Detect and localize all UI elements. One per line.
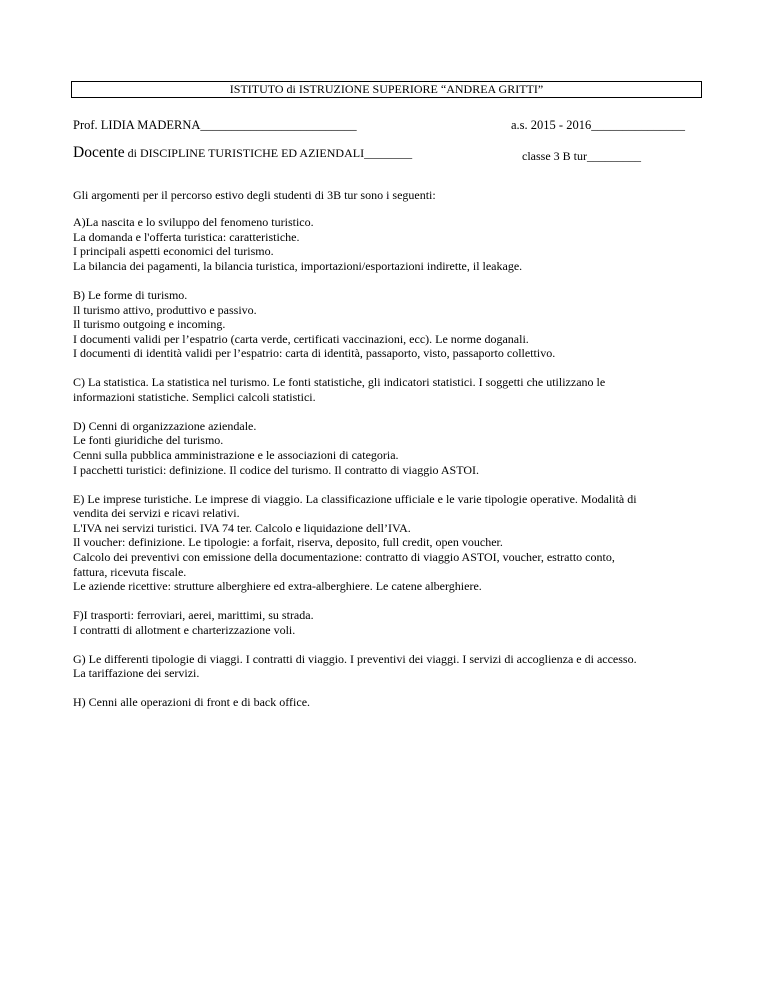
school-title: ISTITUTO di ISTRUZIONE SUPERIORE “ANDREA GRITTI” bbox=[229, 82, 544, 96]
topic-line: Il turismo attivo, produttivo e passivo. bbox=[73, 302, 257, 317]
topic-line: Il turismo outgoing e incoming. bbox=[73, 317, 226, 332]
topic-line: informazioni statistiche. Semplici calcoli statistici. bbox=[73, 389, 316, 404]
topic-line: L'IVA nei servizi turistici. IVA 74 ter. Calcolo e liquidazione dell’IVA. bbox=[73, 520, 411, 535]
topic-line: I principali aspetti economici del turismo. bbox=[73, 244, 274, 259]
topic-line: La domanda e l'offerta turistica: caratteristiche. bbox=[73, 229, 300, 244]
docente-word: Docente bbox=[73, 144, 125, 161]
subject-name: di DISCIPLINE TURISTICHE ED AZIENDALI________ bbox=[124, 146, 413, 160]
topic-line: fattura, ricevuta fiscale. bbox=[73, 564, 187, 579]
topic-line: G) Le differenti tipologie di viaggi. I contratti di viaggio. I preventivi dei viaggi. I servizi di accoglienza e di accesso. bbox=[73, 651, 637, 666]
topic-line: Il voucher: definizione. Le tipologie: a forfait, riserva, deposito, full credit, open voucher. bbox=[73, 535, 503, 550]
topic-section-b bbox=[73, 288, 693, 361]
school-title-box bbox=[71, 81, 702, 98]
topic-line: La tariffazione dei servizi. bbox=[73, 666, 200, 681]
topic-section-a bbox=[73, 215, 693, 273]
docente-line bbox=[73, 145, 412, 161]
professor-line: Prof. LIDIA MADERNA_________________________ bbox=[73, 118, 357, 132]
intro-text: Gli argomenti per il percorso estivo degli studenti di 3B tur sono i seguenti: bbox=[73, 188, 436, 202]
topic-line: H) Cenni alle operazioni di front e di back office. bbox=[73, 695, 311, 710]
topic-line: F)I trasporti: ferroviari, aerei, marittimi, su strada. bbox=[73, 608, 314, 623]
topic-section-d bbox=[73, 419, 693, 477]
topic-section-g bbox=[73, 652, 693, 681]
class-label: classe 3 B tur_________ bbox=[522, 149, 641, 163]
topic-line: I contratti di allotment e charterizzazione voli. bbox=[73, 622, 296, 637]
topic-section-c bbox=[73, 375, 693, 404]
topic-line: I documenti validi per l’espatrio (carta verde, certificati vaccinazioni, ecc). Le norme doganali. bbox=[73, 331, 529, 346]
topic-line: C) La statistica. La statistica nel turismo. Le fonti statistiche, gli indicatori statistici. I soggetti che utilizzano le bbox=[73, 375, 606, 390]
topic-section-f bbox=[73, 608, 693, 637]
topic-line: D) Cenni di organizzazione aziendale. bbox=[73, 418, 257, 433]
topic-line: Cenni sulla pubblica amministrazione e le associazioni di categoria. bbox=[73, 448, 399, 463]
topic-line: I documenti di identità validi per l’espatrio: carta di identità, passaporto, visto, passaporto collettivo. bbox=[73, 346, 556, 361]
topic-sections bbox=[73, 215, 693, 710]
topic-line: vendita dei servizi e ricavi relativi. bbox=[73, 506, 240, 521]
topic-line: E) Le imprese turistiche. Le imprese di viaggio. La classificazione ufficiale e le varie tipologie operative. Modalità di bbox=[73, 491, 637, 506]
topic-line: Calcolo dei preventivi con emissione della documentazione: contratto di viaggio ASTOI, voucher, estratto conto, bbox=[73, 550, 615, 565]
school-year: a.s. 2015 - 2016_______________ bbox=[511, 118, 685, 132]
topic-line: Le fonti giuridiche del turismo. bbox=[73, 433, 224, 448]
topic-section-e bbox=[73, 492, 693, 594]
topic-section-h bbox=[73, 695, 693, 710]
topic-line: La bilancia dei pagamenti, la bilancia turistica, importazioni/esportazioni indirette, il leakage. bbox=[73, 258, 523, 273]
topic-line: A)La nascita e lo sviluppo del fenomeno turistico. bbox=[73, 215, 314, 230]
topic-line: Le aziende ricettive: strutture alberghiere ed extra-alberghiere. Le catene alberghiere. bbox=[73, 579, 482, 594]
topic-line: I pacchetti turistici: definizione. Il codice del turismo. Il contratto di viaggio ASTOI. bbox=[73, 462, 480, 477]
topic-line: B) Le forme di turismo. bbox=[73, 287, 188, 302]
topics-content bbox=[73, 188, 693, 724]
